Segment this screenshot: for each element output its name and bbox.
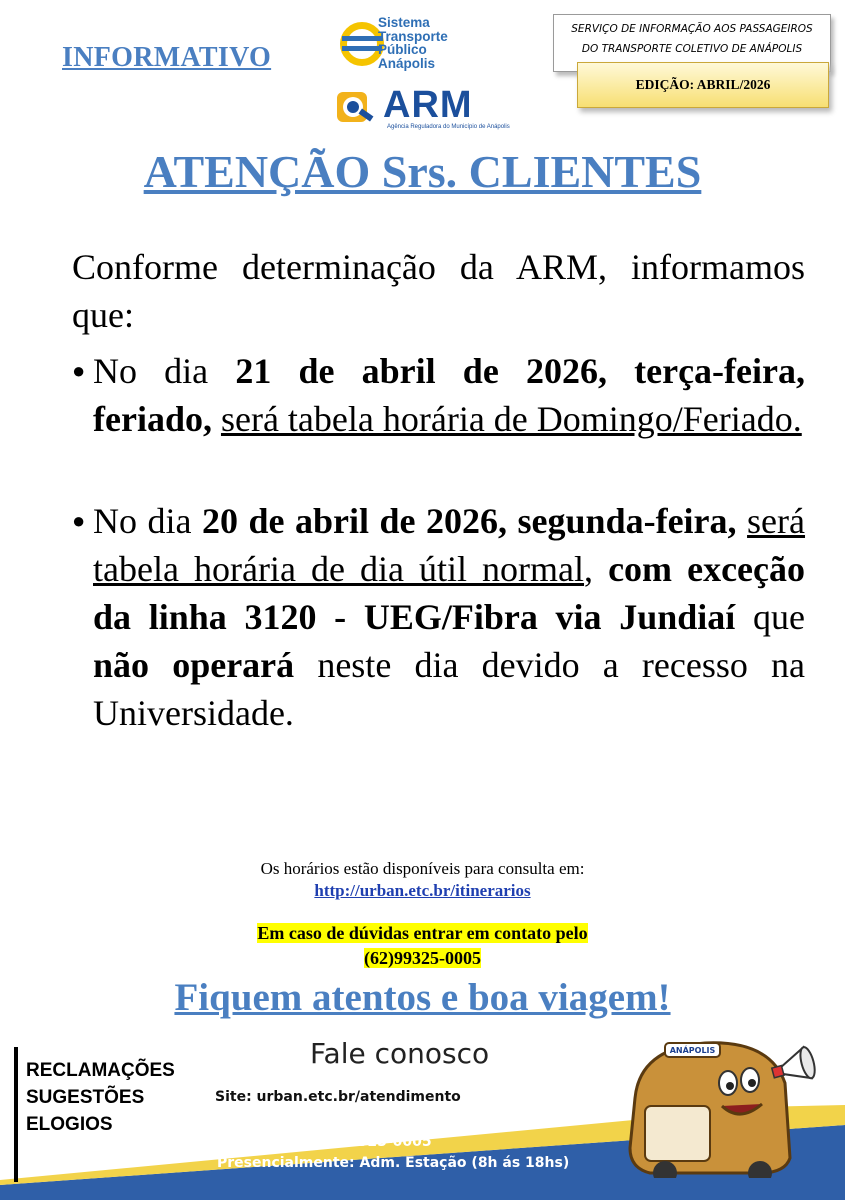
schedule-consult-text: Os horários estão disponíveis para consulta em: bbox=[260, 859, 585, 878]
edition-box: EDIÇÃO: ABRIL/2026 bbox=[577, 62, 829, 108]
informativo-title: INFORMATIVO bbox=[62, 42, 272, 73]
svg-text:ANÁPOLIS: ANÁPOLIS bbox=[669, 1046, 716, 1055]
contact-site[interactable]: Site: urban.etc.br/atendimento bbox=[215, 1089, 461, 1105]
contact-in-person: Presencialmente: Adm. Estação (8h ás 18hs) bbox=[217, 1155, 570, 1171]
arm-logo: ARM Agência Reguladora do Município de Anápolis bbox=[333, 80, 499, 136]
contact-highlight: Em caso de dúvidas entrar em contato pelo (62)99325-0005 bbox=[257, 923, 588, 968]
bullet-icon: ● bbox=[72, 358, 86, 383]
feedback-types: RECLAMAÇÕES SUGESTÕES ELOGIOS bbox=[14, 1047, 194, 1182]
headline: ATENÇÃO Srs. CLIENTES bbox=[143, 146, 702, 197]
stpa-logo-words: Sistema Transporte Público Anápolis bbox=[378, 15, 448, 71]
bullet-icon: ● bbox=[72, 508, 86, 533]
intro-paragraph: Conforme determinação da ARM, informamos que: bbox=[72, 247, 805, 335]
itinerarios-link[interactable]: http://urban.etc.br/itinerarios bbox=[314, 881, 531, 900]
contact-title: Fale conosco bbox=[310, 1037, 490, 1070]
info-box: SERVIÇO DE INFORMAÇÃO AOS PASSAGEIROS DO TRANSPORTE COLETIVO DE ANÁPOLIS bbox=[553, 14, 831, 72]
contact-phone[interactable]: Telefone: (62) 9 9325-0005 bbox=[219, 1134, 432, 1150]
bus-mascot-icon bbox=[610, 1028, 840, 1178]
contact-email[interactable]: E-mail: bco@urban.etc.br bbox=[219, 1113, 419, 1129]
closing-message: Fiquem atentos e boa viagem! bbox=[174, 976, 671, 1019]
stpa-logo bbox=[340, 16, 490, 72]
arm-logo-mark-icon bbox=[335, 88, 379, 128]
